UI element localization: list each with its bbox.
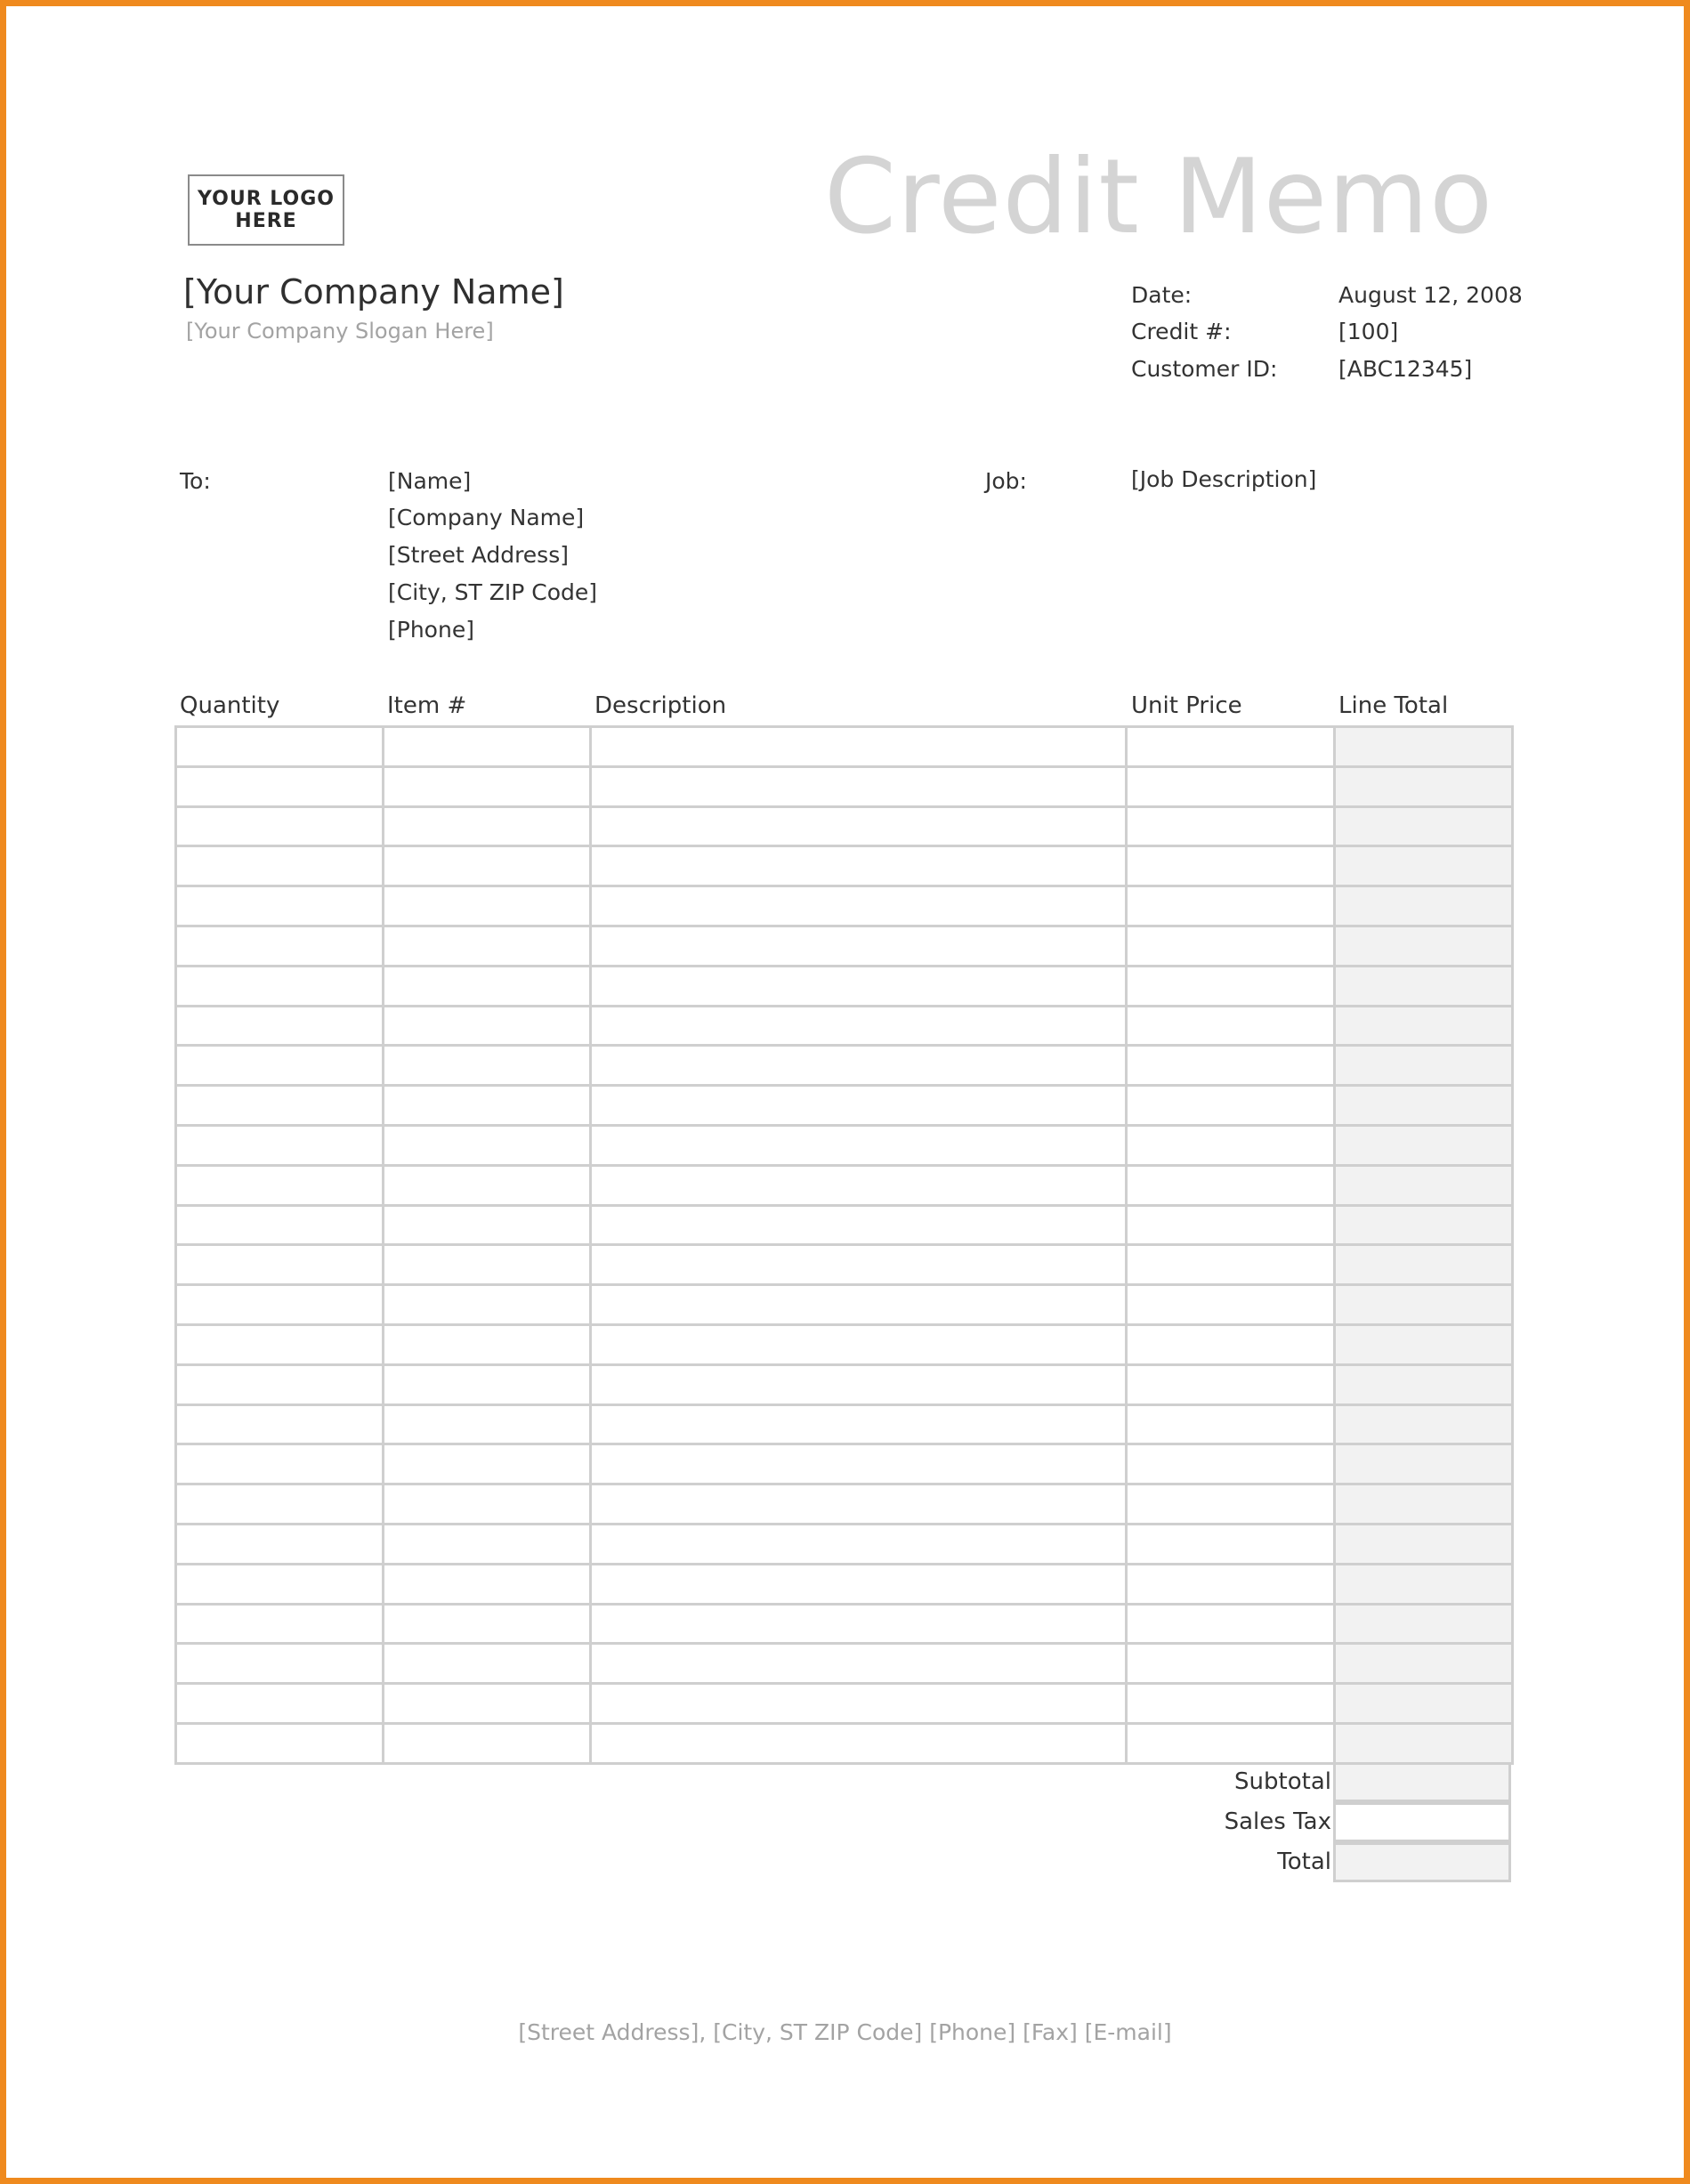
description-cell[interactable]	[591, 727, 1127, 767]
quantity-cell[interactable]	[176, 1723, 384, 1763]
table-row	[176, 846, 1513, 886]
credit-number-value: [100]	[1338, 319, 1399, 344]
table-row	[176, 806, 1513, 846]
quantity-cell[interactable]	[176, 1564, 384, 1604]
description-cell[interactable]	[591, 806, 1127, 846]
line-total-cell[interactable]	[1335, 1006, 1513, 1046]
item-number-cell[interactable]	[384, 1484, 591, 1525]
table-row	[176, 727, 1513, 767]
table-row	[176, 1564, 1513, 1604]
header-description: Description	[594, 692, 727, 719]
unit-price-cell[interactable]	[1127, 1086, 1335, 1126]
total-label: Total	[1277, 1848, 1331, 1875]
table-row	[176, 1285, 1513, 1325]
table-row	[176, 1484, 1513, 1525]
item-number-cell[interactable]	[384, 1046, 591, 1086]
quantity-cell[interactable]	[176, 1165, 384, 1205]
total-field[interactable]	[1333, 1842, 1511, 1882]
quantity-cell[interactable]	[176, 1484, 384, 1525]
unit-price-cell[interactable]	[1127, 1046, 1335, 1086]
quantity-cell[interactable]	[176, 1086, 384, 1126]
table-row	[176, 1086, 1513, 1126]
line-total-cell[interactable]	[1335, 846, 1513, 886]
footer-contact: [Street Address], [City, ST ZIP Code] [Phone] [Fax] [E-mail]	[518, 2019, 1172, 2045]
description-cell[interactable]	[591, 1006, 1127, 1046]
unit-price-cell[interactable]	[1127, 1165, 1335, 1205]
line-total-cell[interactable]	[1335, 966, 1513, 1006]
unit-price-cell[interactable]	[1127, 1644, 1335, 1684]
table-row	[176, 926, 1513, 966]
line-total-cell[interactable]	[1335, 1205, 1513, 1245]
unit-price-cell[interactable]	[1127, 1006, 1335, 1046]
quantity-cell[interactable]	[176, 1604, 384, 1644]
to-street-address: [Street Address]	[388, 542, 569, 568]
line-total-cell[interactable]	[1335, 1444, 1513, 1484]
job-label: Job:	[985, 468, 1027, 494]
header-item-number: Item #	[387, 692, 467, 719]
line-total-cell[interactable]	[1335, 1644, 1513, 1684]
line-items-table	[174, 725, 1514, 1765]
item-number-cell[interactable]	[384, 1086, 591, 1126]
unit-price-cell[interactable]	[1127, 1324, 1335, 1364]
description-cell[interactable]	[591, 1484, 1127, 1525]
to-company-name: [Company Name]	[388, 505, 585, 530]
company-slogan: [Your Company Slogan Here]	[186, 319, 494, 344]
quantity-cell[interactable]	[176, 1644, 384, 1684]
unit-price-cell[interactable]	[1127, 1484, 1335, 1525]
description-cell[interactable]	[591, 926, 1127, 966]
description-cell[interactable]	[591, 846, 1127, 886]
line-total-cell[interactable]	[1335, 1086, 1513, 1126]
subtotal-label: Subtotal	[1234, 1768, 1331, 1795]
table-row	[176, 1125, 1513, 1165]
line-total-cell[interactable]	[1335, 1604, 1513, 1644]
description-cell[interactable]	[591, 1245, 1127, 1285]
job-description: [Job Description]	[1131, 466, 1317, 492]
description-cell[interactable]	[591, 1444, 1127, 1484]
line-total-cell[interactable]	[1335, 727, 1513, 767]
company-name: [Your Company Name]	[183, 272, 564, 311]
unit-price-cell[interactable]	[1127, 886, 1335, 926]
description-cell[interactable]	[591, 1364, 1127, 1404]
date-label: Date:	[1131, 282, 1193, 308]
item-number-cell[interactable]	[384, 1205, 591, 1245]
item-number-cell[interactable]	[384, 1165, 591, 1205]
description-cell[interactable]	[591, 1564, 1127, 1604]
table-row	[176, 1324, 1513, 1364]
header-unit-price: Unit Price	[1131, 692, 1242, 719]
description-cell[interactable]	[591, 1604, 1127, 1644]
subtotal-field[interactable]	[1333, 1762, 1511, 1802]
quantity-cell[interactable]	[176, 727, 384, 767]
table-row	[176, 1245, 1513, 1285]
unit-price-cell[interactable]	[1127, 1404, 1335, 1444]
table-row	[176, 966, 1513, 1006]
item-number-cell[interactable]	[384, 846, 591, 886]
description-cell[interactable]	[591, 886, 1127, 926]
table-row	[176, 1404, 1513, 1444]
quantity-cell[interactable]	[176, 1684, 384, 1724]
table-row	[176, 1723, 1513, 1763]
quantity-cell[interactable]	[176, 1364, 384, 1404]
unit-price-cell[interactable]	[1127, 1444, 1335, 1484]
table-row	[176, 1364, 1513, 1404]
table-row	[176, 1684, 1513, 1724]
item-number-cell[interactable]	[384, 1524, 591, 1564]
quantity-cell[interactable]	[176, 1524, 384, 1564]
line-total-cell[interactable]	[1335, 1046, 1513, 1086]
item-number-cell[interactable]	[384, 1644, 591, 1684]
item-number-cell[interactable]	[384, 1404, 591, 1444]
quantity-cell[interactable]	[176, 766, 384, 806]
line-total-cell[interactable]	[1335, 886, 1513, 926]
table-row	[176, 886, 1513, 926]
table-row	[176, 1006, 1513, 1046]
quantity-cell[interactable]	[176, 1404, 384, 1444]
item-number-cell[interactable]	[384, 1006, 591, 1046]
unit-price-cell[interactable]	[1127, 1564, 1335, 1604]
description-cell[interactable]	[591, 766, 1127, 806]
line-total-cell[interactable]	[1335, 1723, 1513, 1763]
line-total-cell[interactable]	[1335, 1364, 1513, 1404]
description-cell[interactable]	[591, 1404, 1127, 1444]
unit-price-cell[interactable]	[1127, 1285, 1335, 1325]
line-total-cell[interactable]	[1335, 1524, 1513, 1564]
item-number-cell[interactable]	[384, 926, 591, 966]
description-cell[interactable]	[591, 1324, 1127, 1364]
customer-id-value: [ABC12345]	[1338, 356, 1473, 382]
quantity-cell[interactable]	[176, 926, 384, 966]
item-number-cell[interactable]	[384, 1364, 591, 1404]
description-cell[interactable]	[591, 966, 1127, 1006]
table-row	[176, 1604, 1513, 1644]
table-row	[176, 1165, 1513, 1205]
credit-number-label: Credit #:	[1131, 319, 1232, 344]
item-number-cell[interactable]	[384, 1444, 591, 1484]
item-number-cell[interactable]	[384, 966, 591, 1006]
quantity-cell[interactable]	[176, 1205, 384, 1245]
item-number-cell[interactable]	[384, 1245, 591, 1285]
line-total-cell[interactable]	[1335, 926, 1513, 966]
quantity-cell[interactable]	[176, 1245, 384, 1285]
quantity-cell[interactable]	[176, 1046, 384, 1086]
description-cell[interactable]	[591, 1165, 1127, 1205]
unit-price-cell[interactable]	[1127, 1604, 1335, 1644]
description-cell[interactable]	[591, 1125, 1127, 1165]
line-total-cell[interactable]	[1335, 806, 1513, 846]
description-cell[interactable]	[591, 1723, 1127, 1763]
to-label: To:	[180, 468, 211, 494]
quantity-cell[interactable]	[176, 966, 384, 1006]
item-number-cell[interactable]	[384, 886, 591, 926]
document-title: Credit Memo	[824, 137, 1494, 257]
header-quantity: Quantity	[180, 692, 280, 719]
quantity-cell[interactable]	[176, 1125, 384, 1165]
sales-tax-label: Sales Tax	[1224, 1808, 1331, 1835]
unit-price-cell[interactable]	[1127, 727, 1335, 767]
table-row	[176, 1524, 1513, 1564]
item-number-cell[interactable]	[384, 1604, 591, 1644]
line-total-cell[interactable]	[1335, 1125, 1513, 1165]
line-total-cell[interactable]	[1335, 1564, 1513, 1604]
quantity-cell[interactable]	[176, 806, 384, 846]
quantity-cell[interactable]	[176, 1006, 384, 1046]
logo-placeholder: YOUR LOGO HERE	[188, 174, 344, 246]
unit-price-cell[interactable]	[1127, 1245, 1335, 1285]
quantity-cell[interactable]	[176, 1324, 384, 1364]
unit-price-cell[interactable]	[1127, 926, 1335, 966]
item-number-cell[interactable]	[384, 1723, 591, 1763]
quantity-cell[interactable]	[176, 846, 384, 886]
header-line-total: Line Total	[1338, 692, 1449, 719]
table-row	[176, 766, 1513, 806]
table-row	[176, 1205, 1513, 1245]
item-number-cell[interactable]	[384, 1564, 591, 1604]
item-number-cell[interactable]	[384, 806, 591, 846]
unit-price-cell[interactable]	[1127, 1524, 1335, 1564]
to-city-state-zip: [City, ST ZIP Code]	[388, 579, 598, 605]
unit-price-cell[interactable]	[1127, 1684, 1335, 1724]
table-row	[176, 1444, 1513, 1484]
date-value: August 12, 2008	[1338, 282, 1523, 308]
unit-price-cell[interactable]	[1127, 806, 1335, 846]
unit-price-cell[interactable]	[1127, 846, 1335, 886]
quantity-cell[interactable]	[176, 886, 384, 926]
description-cell[interactable]	[591, 1644, 1127, 1684]
description-cell[interactable]	[591, 1046, 1127, 1086]
item-number-cell[interactable]	[384, 1285, 591, 1325]
description-cell[interactable]	[591, 1205, 1127, 1245]
line-total-cell[interactable]	[1335, 1324, 1513, 1364]
item-number-cell[interactable]	[384, 1125, 591, 1165]
item-number-cell[interactable]	[384, 727, 591, 767]
line-total-cell[interactable]	[1335, 1484, 1513, 1525]
line-total-cell[interactable]	[1335, 766, 1513, 806]
quantity-cell[interactable]	[176, 1444, 384, 1484]
line-total-cell[interactable]	[1335, 1245, 1513, 1285]
unit-price-cell[interactable]	[1127, 966, 1335, 1006]
to-phone: [Phone]	[388, 617, 474, 643]
to-name: [Name]	[388, 468, 472, 494]
quantity-cell[interactable]	[176, 1285, 384, 1325]
table-row	[176, 1046, 1513, 1086]
line-total-cell[interactable]	[1335, 1404, 1513, 1444]
line-total-cell[interactable]	[1335, 1285, 1513, 1325]
table-row	[176, 1644, 1513, 1684]
item-number-cell[interactable]	[384, 1324, 591, 1364]
unit-price-cell[interactable]	[1127, 766, 1335, 806]
unit-price-cell[interactable]	[1127, 1125, 1335, 1165]
unit-price-cell[interactable]	[1127, 1205, 1335, 1245]
item-number-cell[interactable]	[384, 766, 591, 806]
customer-id-label: Customer ID:	[1131, 356, 1278, 382]
description-cell[interactable]	[591, 1086, 1127, 1126]
line-total-cell[interactable]	[1335, 1165, 1513, 1205]
description-cell[interactable]	[591, 1524, 1127, 1564]
unit-price-cell[interactable]	[1127, 1723, 1335, 1763]
line-total-cell[interactable]	[1335, 1684, 1513, 1724]
item-number-cell[interactable]	[384, 1684, 591, 1724]
description-cell[interactable]	[591, 1285, 1127, 1325]
sales-tax-field[interactable]	[1333, 1802, 1511, 1842]
description-cell[interactable]	[591, 1684, 1127, 1724]
unit-price-cell[interactable]	[1127, 1364, 1335, 1404]
